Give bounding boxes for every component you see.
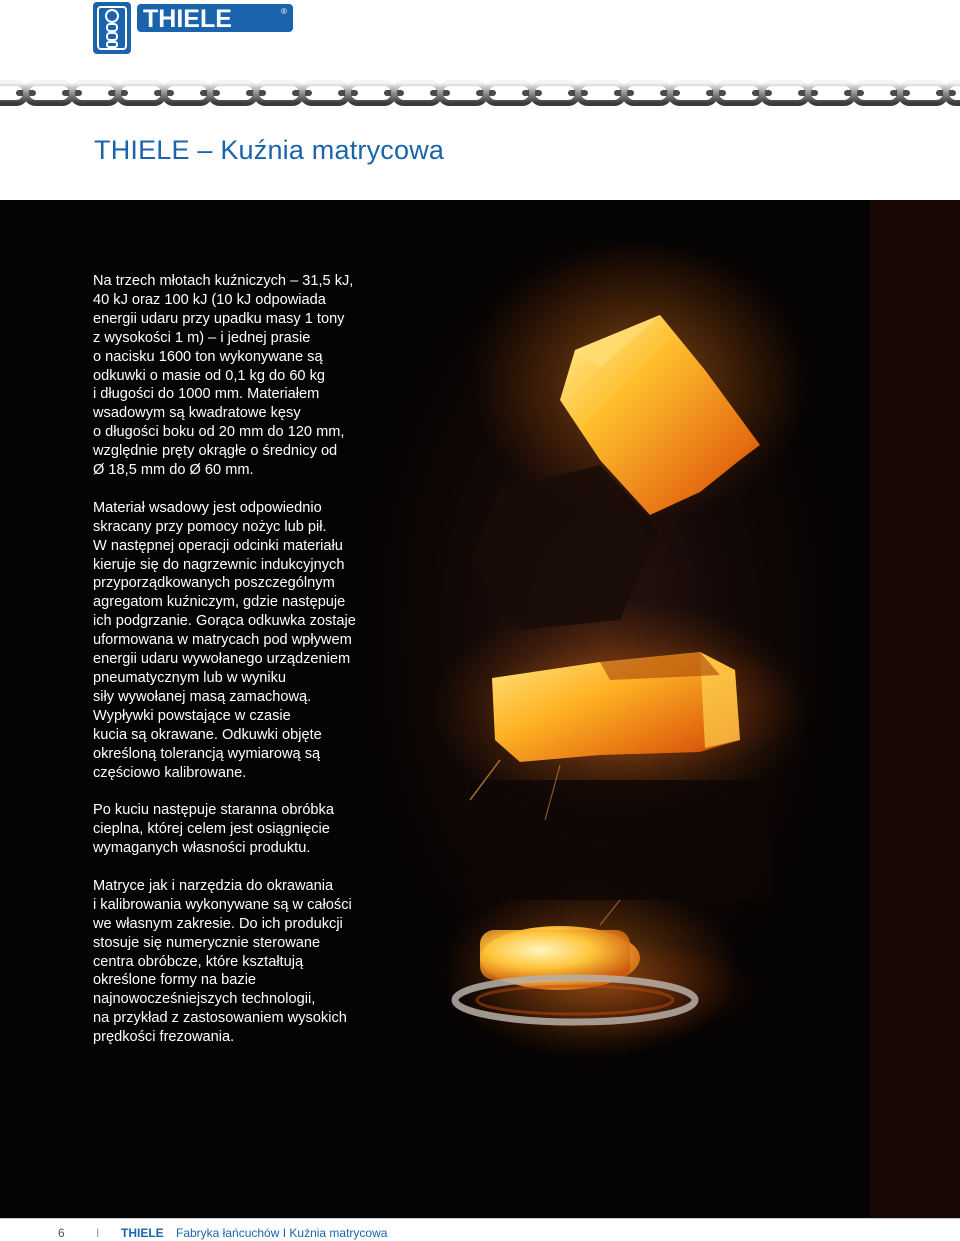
page-title: THIELE – Kuźnia matrycowa xyxy=(94,135,445,165)
footer-subtitle: Fabryka łańcuchów I Kuźnia matrycowa xyxy=(176,1226,388,1240)
chain-decoration-icon xyxy=(0,78,960,108)
paragraph-4: Matryce jak i narzędzia do okrawania i kalibrowania wykonywane są w całości we własnym zakresie. Do ich produkcji stosuje się numerycznie sterowane centra obróbcze, które kształtują określone formy na bazie najnowocześniejszych technologii, na przykład z zastosowaniem wysokich prędkości frezowania. xyxy=(93,877,352,1046)
footer-brand: THIELE xyxy=(121,1226,164,1240)
thiele-logo-icon[interactable] xyxy=(93,2,293,56)
body-text xyxy=(93,272,393,1066)
page-footer xyxy=(0,1218,960,1241)
registered-mark: ® xyxy=(281,7,287,16)
footer-separator: I xyxy=(96,1226,100,1240)
page-number: 6 xyxy=(58,1226,65,1240)
logo-text: THIELE xyxy=(143,5,232,33)
paragraph-1: Na trzech młotach kuźniczych – 31,5 kJ, 40 kJ oraz 100 kJ (10 kJ odpowiada energii udaru przy upadku masy 1 tony z wysokości 1 m) – i jednej prasie o nacisku 1600 ton wykonywane są odkuwki o masie od 0,1 kg do 60 kg i długości do 1000 mm. Materiałem wsadowym są kwadratowe kęsy o długości boku od 20 mm do 120 mm, względnie pręty okrągłe o średnicy od Ø 18,5 mm do Ø 60 mm. xyxy=(93,273,354,479)
paragraph-3: Po kuciu następuje staranna obróbka cieplna, której celem jest osiągnięcie wymaganych własności produktu. xyxy=(93,802,334,857)
paragraph-2: Materiał wsadowy jest odpowiednio skracany przy pomocy nożyc lub pił. W następnej operacji odcinki materiału kieruje się do nagrzewnic indukcyjnych przyporządkowanych poszczególnym agregatom kuźniczym, gdzie następuje ich podgrzanie. Gorąca odkuwka zostaje uformowana w matrycach pod wpływem energii udaru wywołanego urządzeniem pneumatycznym lub w wyniku siły wywołanej masą zamachową. Wypływki powstające w czasie kucia są okrawane. Odkuwki objęte określoną tolerancją wymiarową są częściowo kalibrowane. xyxy=(93,499,356,781)
forging-photo xyxy=(0,200,960,1218)
footer-divider xyxy=(0,1218,960,1219)
